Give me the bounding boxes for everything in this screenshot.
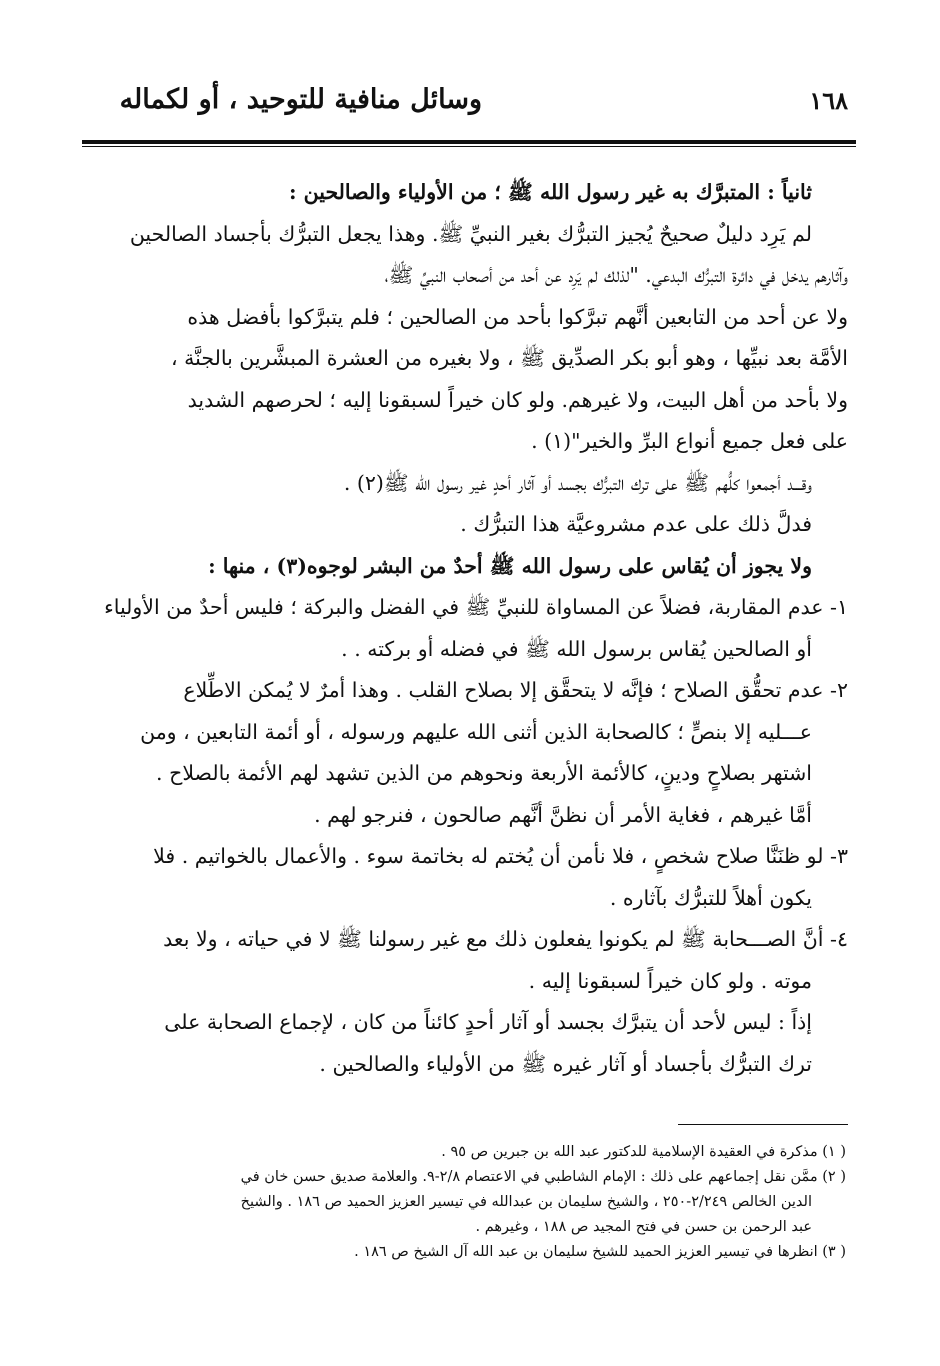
- footnote-2: [90, 1165, 846, 1240]
- list-item: [86, 670, 848, 836]
- header-rule-thin: [82, 146, 856, 147]
- text-line: موته . ولو كان خيراً لسبقونا إليه .: [528, 968, 812, 993]
- text-line: [86, 670, 848, 712]
- numbered-list: [86, 587, 848, 1002]
- paragraph-1: [86, 214, 848, 463]
- item-number: ١-: [830, 595, 848, 619]
- item-number: ٣-: [830, 844, 848, 868]
- conclusion-paragraph: [86, 1002, 848, 1085]
- text-line: الأمَّة بعد نبيِّها ، وهو أبو بكر الصدِّيق ﷺ ، ولا بغيره من العشرة المبشَّرين بالجنَّة ،: [171, 346, 848, 370]
- footnote-line: ( ٣) انظرها في تيسير العزيز الحميد للشيخ سليمان بن عبد الله آل الشيخ ص ١٨٦ .: [354, 1244, 846, 1260]
- footnotes: [90, 1140, 846, 1265]
- item-number: ٤-: [830, 927, 848, 951]
- text-line: اشتهر بصلاحٍ ودينٍ، كالأئمة الأربعة ونحوهم من الذين تشهد لهم الأئمة بالصلاح .: [156, 761, 812, 785]
- text-line: فدلَّ ذلك على عدم مشروعيَّة هذا التبرُّك .: [460, 512, 812, 536]
- text-line: على فعل جميع أنواع البرِّ والخير"(١) .: [531, 429, 848, 453]
- text-line: وآثارهم يدخل في دائرة التبرُّك البدعي. "لذلك لم يَرِد عن أحد من أصحاب النبيِّ ﷺ،: [384, 263, 848, 287]
- text-line: [86, 919, 848, 961]
- footnote-line: ( ٢) ممَّن نقل إجماعهم على ذلك : الإمام الشاطبي في الاعتصام ٢/٨-٩. والعلامة صديق حسن خان في: [240, 1169, 846, 1185]
- text-line: إذاً : ليس لأحد أن يتبرَّك بجسد أو آثار أحدٍ كائناً من كان ، لإجماع الصحابة على: [164, 1010, 812, 1034]
- list-item: [86, 919, 848, 1002]
- list-item: [86, 836, 848, 919]
- list-item: [86, 587, 848, 670]
- text-line: أو الصالحين يُقاس برسول الله ﷺ في فضله أو بركته . .: [341, 636, 812, 661]
- text-line: لم يَرِد دليلٌ صحيحٌ يُجيز التبرُّك بغير النبيِّ ﷺ. وهذا يجعل التبرُّك بأجساد الصالحين: [129, 221, 812, 246]
- paragraph-2: [86, 463, 848, 546]
- footnote-line: الدين الخالص ٢/٢٤٩-٢٥٠ ، والشيخ سليمان بن عبدالله في تيسير العزيز الحميد ص ١٨٦ . والشيخ: [240, 1194, 812, 1210]
- text-line: يكون أهلاً للتبرُّك بآثاره .: [609, 885, 812, 910]
- footnote-rule: [678, 1124, 848, 1125]
- item-text: لو ظنَنَّا صلاح شخصٍ ، فلا نأمن أن يُختم له بخاتمة سوء . والأعمال بالخواتيم . فلا: [153, 844, 824, 868]
- main-text: [86, 172, 848, 1085]
- running-title: وسائل منافية للتوحيد ، أو لكماله: [119, 84, 482, 115]
- text-line: [86, 836, 848, 878]
- page-header: [82, 82, 852, 122]
- section-heading: ثانياً : المتبرَّك به غير رسول الله ﷺ ؛ من الأولياء والصالحين :: [288, 180, 812, 204]
- text-line: ولا بأحد من أهل البيت، ولا غيرهم. ولو كان خيراً لسبقونا إليه ؛ لحرصهم الشديد: [187, 387, 848, 412]
- footnote-1: [90, 1140, 846, 1165]
- item-text: عدم تحقُّق الصلاح ؛ فإنَّه لا يتحقَّق إلا بصلاح القلب . وهذا أمرٌ لا يُمكن الاطِّلاع: [183, 678, 824, 702]
- footnote-line: ( ١) مذكرة في العقيدة الإسلامية للدكتور عبد الله بن جبرين ص ٩٥ .: [441, 1144, 846, 1160]
- text-line: وقـــد أجمعوا كلُّهم ﷺ على ترك التبرُّك بجسد أو آثار أحدٍ غير رسول الله ﷺ(٢) .: [343, 470, 812, 495]
- text-line: ترك التبرُّك بأجساد أو آثار غيره ﷺ من الأولياء والصالحين .: [319, 1051, 812, 1076]
- footnote-3: [90, 1240, 846, 1265]
- text-line: ولا عن أحد من التابعين أنَّهم تبرَّكوا بأحد من الصالحين ؛ فلم يتبرَّكوا بأفضل هذه: [187, 304, 848, 329]
- text-line: [86, 587, 848, 629]
- footnote-line: عبد الرحمن بن حسن في فتح المجيد ص ١٨٨ ، وغيرهم .: [475, 1219, 812, 1235]
- text-line: أمَّا غيرهم ، فغاية الأمر أن نظنَّ أنَّهم صالحون ، فنرجو لهم .: [314, 802, 812, 827]
- item-text: أنَّ الصـــحابة ﷺ لم يكونوا يفعلون ذلك مع غير رسولنا ﷺ لا في حياته ، ولا بعد: [163, 927, 824, 951]
- item-text: عدم المقاربة، فضلاً عن المساواة للنبيِّ ﷺ في الفضل والبركة ؛ فليس أحدٌ من الأولياء: [104, 595, 824, 619]
- text-line: عـــليه إلا بنصٍّ ؛ كالصحابة الذين أثنى الله عليهم ورسوله ، أو أئمة التابعين ، ومن: [140, 719, 812, 744]
- header-rule: [82, 140, 856, 144]
- item-number: ٢-: [830, 678, 848, 702]
- paragraph-3: ولا يجوز أن يُقاس على رسول الله ﷺ أحدٌ من البشر لوجوه(٣) ، منها :: [208, 553, 812, 578]
- page-number: ١٦٨: [809, 86, 848, 115]
